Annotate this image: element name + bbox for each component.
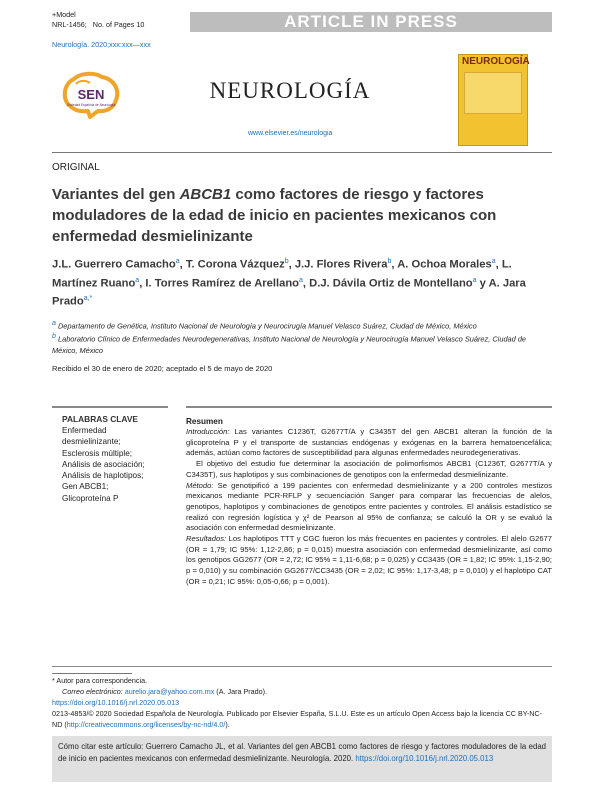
cover-graphic (464, 72, 522, 114)
model-label: +Model (52, 10, 76, 19)
author-affiliation-mark[interactable]: a (175, 258, 180, 265)
title-gene: ABCB1 (179, 186, 232, 203)
article-section-label: ORIGINAL (52, 162, 100, 173)
corresponding-author: * Autor para correspondencia. (52, 676, 148, 685)
keywords-heading: PALABRAS CLAVE (62, 414, 138, 424)
author-name: A. Ochoa Morales (397, 258, 492, 271)
abstract-rule (186, 406, 552, 408)
affiliation-a: $^a$ Departamento de Genética, Instituto Nacional de Neurología y Neurocirugía Manuel Velasco Suárez, Ciudad de México, México (52, 320, 477, 331)
author-name: T. Corona Vázquez (185, 258, 285, 271)
keyword-item: Glicoproteína P (62, 493, 119, 503)
page-count: No. of Pages 10 (92, 20, 145, 29)
sen-logo (60, 70, 122, 120)
keyword-item: Análisis de haplotipos; (62, 471, 144, 481)
author-name: A. Jara Prado (52, 277, 526, 309)
keywords-list (62, 425, 166, 504)
manuscript-id: NRL-1456; (52, 20, 87, 29)
author-affiliation-mark[interactable]: a (299, 276, 303, 284)
abstract-intro: Introducción: Las variantes C1236T, G2677T/A y C3435T del gen ABCB1 alteran la función de la glicoproteína P y el transporte de sustancias endógenas y exógenas en la barrera hematoencefálica; además, actúan como factores de susceptibilidad para algunas enfermedades neurodegenerativas. (186, 427, 552, 458)
cite-text: Cómo citar este artículo: Guerrero Camacho JL, et al. Variantes del gen ABCB1 como factores de riesgo y factores moduladores de la edad de inicio en pacientes mexicanos con enfermedad desmielinizante. Neurología. 2020. https://doi.org/10.1016/j.nrl.2020.05.013 (58, 742, 546, 763)
correspondence-footnote: * Autor para correspondencia. Correo electrónico: aurelio.jara@yahoo.com.mx (A. Jara Prado). (52, 676, 552, 697)
abstract-bottom-rule (52, 666, 552, 667)
cover-title: NEUROLOGÍA (462, 56, 530, 67)
keyword-item: Análisis de asociación; (62, 459, 145, 469)
author-affiliation-mark[interactable]: a,* (83, 295, 93, 303)
keywords-rule (52, 406, 168, 408)
author-affiliation-mark[interactable]: b (387, 258, 392, 265)
abstract-method: Método: Se genotipificó a 199 pacientes con enfermedad desmielinizante y a 200 controles mestizos mexicanos mediante PCR-RFLP y secuenciación Sanger para comparar las frecuencias de alelos, genotipos, haplotipos y combinaciones de genotipos entre pacientes y controles. El análisis estadístico se realizó con regresión logística y χ² de Pearson al 95% de confianza; se calculó la OR y se evaluó la asociación con enfermedad desmielinizante. (186, 480, 552, 533)
journal-reference-link[interactable]: Neurología. 2020;xxx:xxx—xxx (52, 40, 151, 49)
author-affiliation-mark[interactable]: a (135, 276, 140, 284)
keyword-item: Esclerosis múltiple; (62, 448, 133, 458)
author-name: D.J. Dávila Ortiz de Montellano (309, 277, 473, 290)
abstract-results: Resultados: Los haplotipos TTT y CGC fueron los más frecuentes en pacientes y controles. El alelo G2677 (OR = 1,79; IC 95%: 1,12-2,86; p = 0,015) muestra asociación con enfermedad desmielinizante, así como los genotipos GG2677 (OR = 2,72; IC 95% = 1,11-6,68; p = 0,025) y CC3435 (OR = 1,82; IC 95%: 1,15-2,90; p = 0,010) y su combinación GG2677/CC3435 (OR = 2,02; IC 95%: 1,17-3,48; p = 0,010) y el haplotipo CAT (OR = 0,21; IC 95%: 0,05-0,66; p = 0,001). (186, 534, 552, 586)
masthead-divider (52, 152, 552, 153)
doi-link[interactable]: https://doi.org/10.1016/j.nrl.2020.05.013 (52, 698, 180, 707)
article-title: Variantes del gen ABCB1 como factores de riesgo y factores moduladores de la edad de inicio en pacientes mexicanos con enfermedad desmielinizante (52, 186, 497, 245)
author-name: J.J. Flores Rivera (294, 258, 388, 271)
journal-name: NEUROLOGÍA (209, 78, 371, 103)
affiliations (52, 318, 552, 356)
sen-brain-icon (60, 70, 122, 120)
license-link[interactable]: http://creativecommons.org/licenses/by-nc-nd/4.0/ (66, 719, 226, 729)
keyword-item: Gen ABCB1; (62, 482, 109, 492)
author-affiliation-mark[interactable]: b (284, 258, 289, 265)
author-list: J.L. Guerrero Camacho$^a$, T. Corona Vázquez$^b$, J.J. Flores Rivera$^b$, A. Ochoa Morales$^a$, L. Martínez Ruano$^a$, I. Torres Ramírez de Arellano$^a$, D.J. Dávila Ortiz de Montellano$^a$ y A. Jara Prado$^{a,*}$ (52, 258, 526, 309)
keyword-item: Enfermedad desmielinizante; (62, 426, 121, 447)
affiliation-b: $^b$ Laboratorio Clínico de Enfermedades Neurodegenerativas, Instituto Nacional de Neurología y Neurocirugía Manuel Velasco Suárez, Ciudad de México, México (52, 333, 527, 355)
article-in-press-label: ARTICLE IN PRESS (284, 12, 458, 31)
author-name: I. Torres Ramírez de Arellano (145, 277, 299, 290)
abstract-body (186, 427, 552, 588)
manuscript-meta (52, 10, 144, 30)
footnote-rule (52, 673, 132, 674)
sen-logo-text: SEN (77, 87, 105, 102)
author-affiliation-mark[interactable]: a (472, 276, 477, 284)
author-name: L. Martínez Ruano (52, 258, 512, 290)
sen-logo-subtext: Sociedad Española de Neurología (66, 103, 116, 107)
cite-doi-link[interactable]: https://doi.org/10.1016/j.nrl.2020.05.013 (355, 753, 494, 763)
abstract-objective: El objetivo del estudio fue determinar la asociación de polimorfismos ABCB1 (C1236T, G2677T/A y C3435T), sus haplotipos y sus combinaciones de genotipos con la enfermedad desmielinizante. (186, 459, 552, 479)
author-affiliation-mark[interactable]: a (491, 258, 496, 265)
author-name: J.L. Guerrero Camacho (52, 258, 176, 271)
abstract-heading: Resumen (186, 417, 223, 426)
received-dates: Recibido el 30 de enero de 2020; aceptado el 5 de mayo de 2020 (52, 364, 273, 373)
email-link[interactable]: aurelio.jara@yahoo.com.mx (124, 686, 215, 696)
copyright-notice: 0213-4853/© 2020 Sociedad Española de Neurología. Publicado por Elsevier España, S.L.U. Este es un artículo Open Access bajo la licencia CC BY-NC-ND (http://creativecommons.org/licenses/by-nc-nd/4.0/). (52, 709, 543, 729)
journal-url-link[interactable]: www.elsevier.es/neurologia (248, 130, 333, 137)
